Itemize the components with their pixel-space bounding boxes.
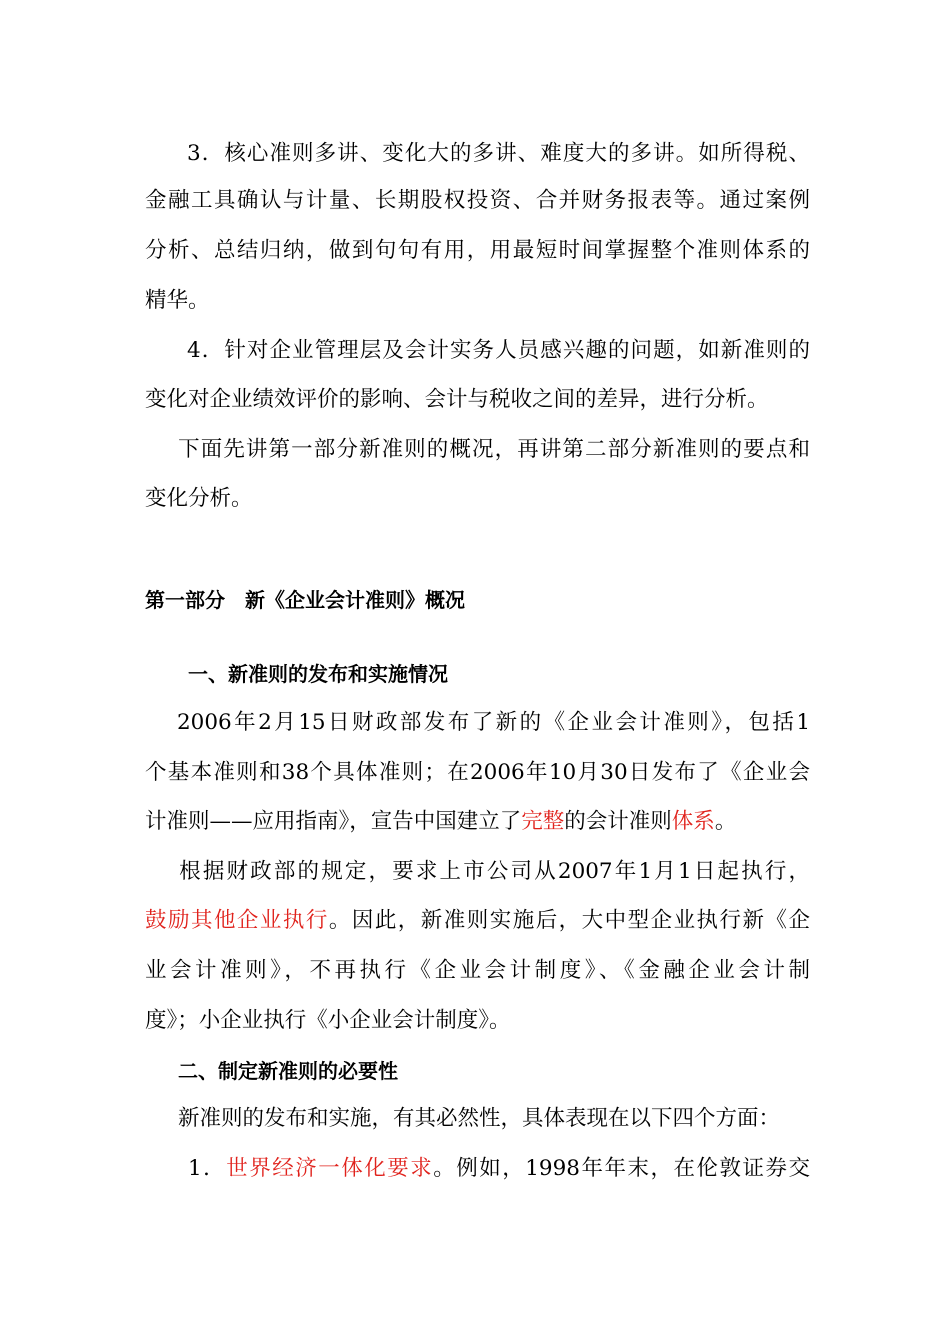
paragraph-4-line-1: 4．针对企业管理层及会计实务人员感兴趣的问题，如新准则的	[187, 338, 810, 363]
section-1-p1-line-2: 个基本准则和38个具体准则；在2006年10月30日发布了《企业会	[145, 760, 810, 785]
section-1-p2-line-2: 鼓励其他企业执行。因此，新准则实施后，大中型企业执行新《企	[145, 908, 810, 933]
section-2-item-1: 1．世界经济一体化要求。例如，1998年年末，在伦敦证券交	[188, 1156, 810, 1181]
section-1-p2-line-1: 根据财政部的规定，要求上市公司从2007年1月1日起执行，	[177, 859, 810, 884]
paragraph-3-line-4: 精华。	[145, 288, 210, 313]
paragraph-3-line-1: 3．核心准则多讲、变化大的多讲、难度大的多讲。如所得税、	[187, 141, 810, 166]
section-2-intro: 新准则的发布和实施，有其必然性，具体表现在以下四个方面：	[178, 1106, 781, 1131]
section-1-title: 一、新准则的发布和实施情况	[188, 662, 448, 686]
paragraph-4-line-2: 变化对企业绩效评价的影响、会计与税收之间的差异，进行分析。	[145, 387, 769, 412]
paragraph-3-line-3: 分析、总结归纳，做到句句有用，用最短时间掌握整个准则体系的	[145, 238, 810, 263]
paragraph-3-line-2: 金融工具确认与计量、长期股权投资、合并财务报表等。通过案例	[145, 188, 810, 213]
section-2-title: 二、制定新准则的必要性	[178, 1059, 398, 1083]
highlight-system: 体系	[671, 809, 715, 834]
section-1-p1-line-1: 2006年2月15日财政部发布了新的《企业会计准则》，包括1	[177, 710, 810, 735]
section-1-p2-line-4: 度》；小企业执行《小企业会计制度》。	[145, 1008, 511, 1033]
highlight-encourage: 鼓励其他企业执行	[145, 908, 329, 933]
highlight-world-economy: 世界经济一体化要求	[226, 1156, 434, 1181]
highlight-complete: 完整	[521, 809, 565, 834]
section-1-p1-line-3: 计准则——应用指南》，宣告中国建立了完整的会计准则体系。	[145, 809, 737, 834]
section-1-p2-line-3: 业会计准则》，不再执行《企业会计制度》、《金融企业会计制	[145, 958, 810, 983]
paragraph-next-line-2: 变化分析。	[145, 486, 253, 511]
paragraph-next-line-1: 下面先讲第一部分新准则的概况，再讲第二部分新准则的要点和	[177, 437, 810, 462]
part-1-title: 第一部分 新《企业会计准则》概况	[145, 588, 465, 612]
